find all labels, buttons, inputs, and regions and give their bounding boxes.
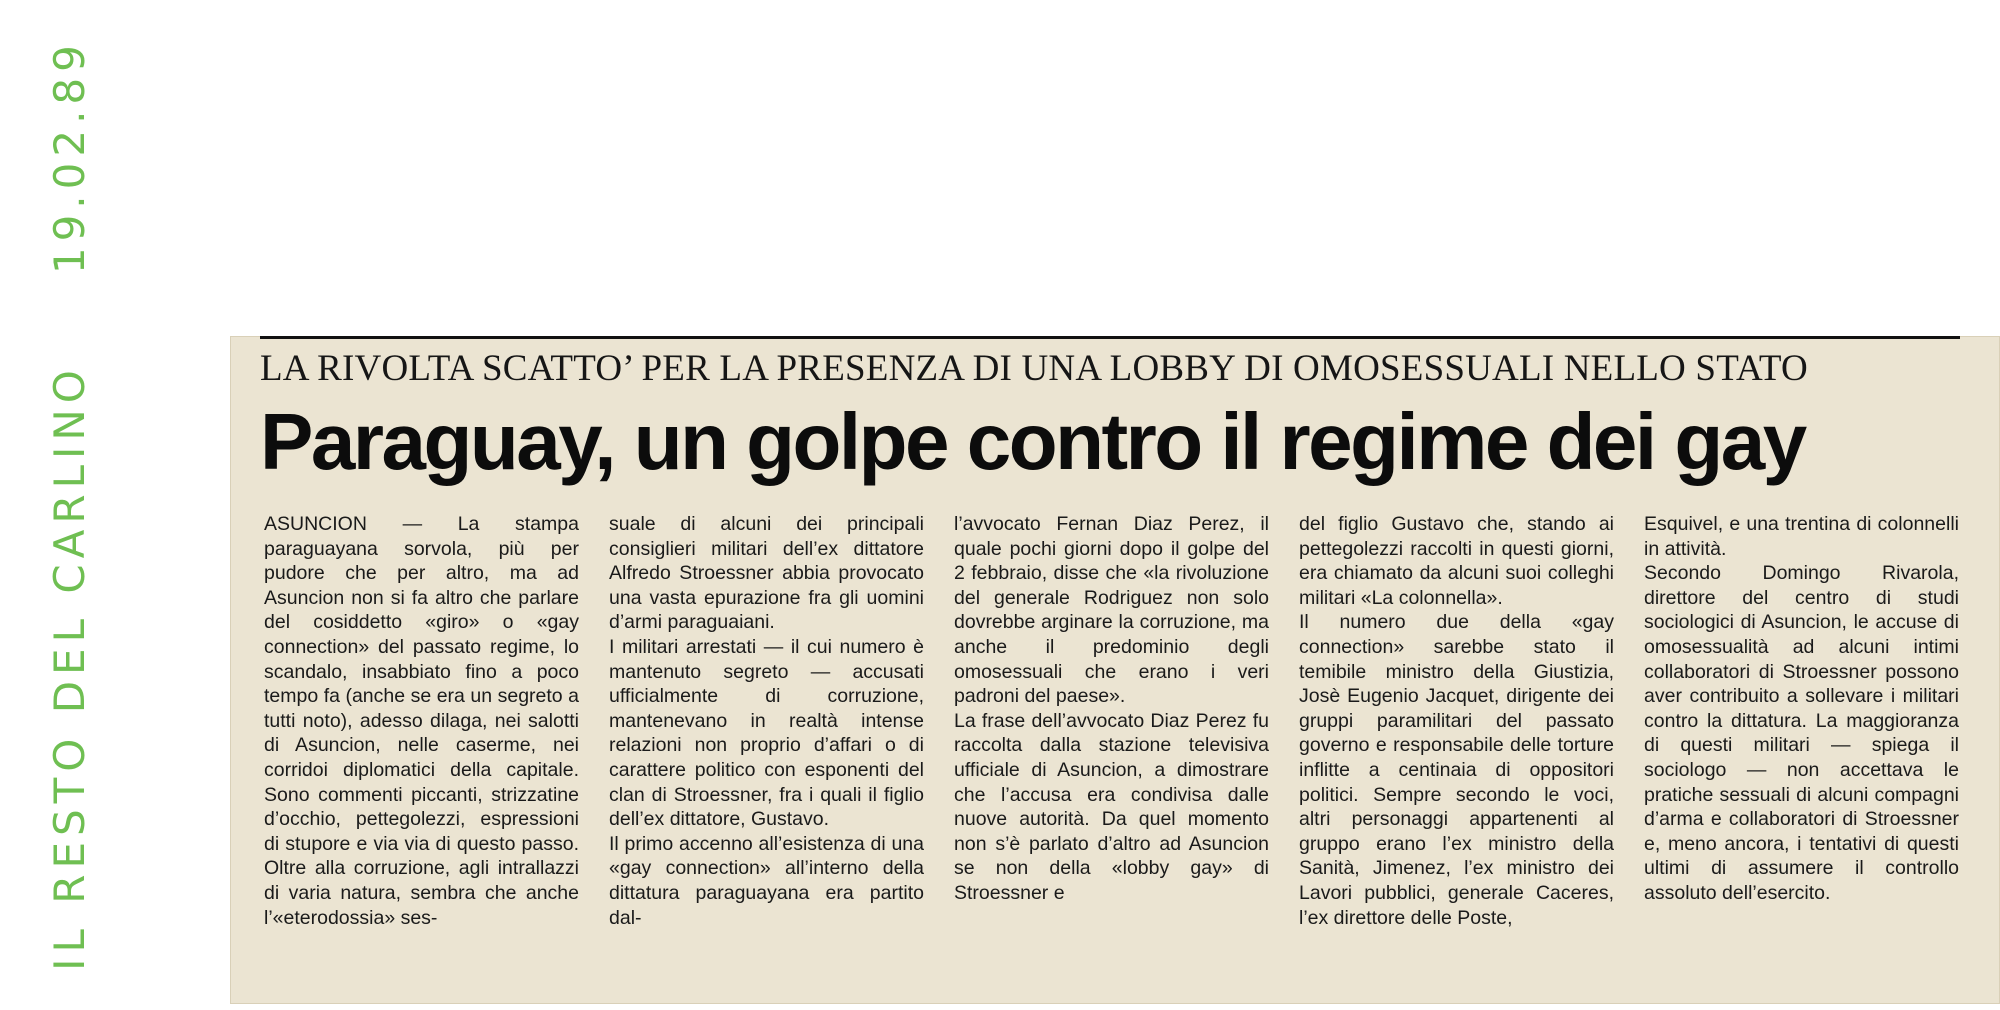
article-paragraph: l’avvocato Fernan Diaz Perez, il quale pochi giorni dopo il golpe del 2 febbraio, disse che «la rivoluzione del generale Rodriguez non solo dovrebbe arginare la corruzione, ma anche il predominio degli omosessuali che erano i veri padroni del paese». [954, 513, 1269, 708]
article-paragraph: La frase dell’avvocato Diaz Perez fu raccolta dalla stazione televisiva ufficiale di Asuncion, a dimostrare che l’accusa era condivisa dalle nuove autorità. Da quel momento non s’è parlato d’altro ad Asuncion se non della «lobby gay» di Stroessner e [954, 709, 1269, 904]
article-paragraph: Il numero due della «gay connection» sarebbe stato il temibile ministro della Giustizia, Josè Eugenio Jacquet, dirigente dei gruppi paramilitari del passato governo e responsabile delle torture inflitte a centinaia di oppositori politici. Sempre secondo le voci, altri personaggi appartenenti al gruppo erano l’ex ministro della Sanità, Jimenez, l’ex ministro dei Lavori pubblici, generale Caceres, l’ex direttore delle Poste, [1299, 611, 1614, 929]
article-kicker: LA RIVOLTA SCATTO’ PER LA PRESENZA DI UNA LOBBY DI OMOSESSUALI NELLO STATO [260, 348, 1808, 389]
article-paragraph: suale di alcuni dei principali consiglieri militari dell’ex dittatore Alfredo Stroessner abbia provocato una vasta epurazione fra gli uomini d’armi paraguaiani. [609, 513, 924, 634]
article-paragraph: Secondo Domingo Rivarola, direttore del centro di studi sociologici di Asuncion, le accuse di omosessualità ad alcuni intimi collaboratori di Stroessner possono aver contribuito a sollevare i militari contro la dittatura. La maggioranza di questi militari — spiega il sociologo — non accettava le pratiche sessuali di alcuni compagni d’arma e collaboratori di Stroessner e, meno ancora, i tentativi di questi ultimi di assumere il controllo assoluto dell’esercito. [1644, 562, 1959, 904]
article-headline: Paraguay, un golpe contro il regime dei gay [260, 397, 1805, 486]
article-column-3 [954, 512, 1269, 930]
handwritten-date: 19.02.89 [45, 39, 94, 275]
handwritten-annotation [40, 5, 100, 1005]
newspaper-clipping [230, 336, 2000, 1004]
handwritten-source: IL RESTO DEL CARLINO [45, 364, 94, 971]
article-column-5 [1644, 512, 1959, 930]
article-paragraph: Il primo accenno all’esistenza di una «gay connection» all’interno della dittatura paraguayana era partito dal- [609, 832, 924, 929]
article-column-2 [609, 512, 924, 930]
article-paragraph: del figlio Gustavo che, stando ai pettegolezzi raccolti in questi giorni, era chiamato da alcuni suoi colleghi militari «La colonnella». [1299, 513, 1614, 609]
article-column-4 [1299, 512, 1614, 930]
top-rule [260, 336, 1960, 339]
article-paragraph: ASUNCION — La stampa paraguayana sorvola, più per pudore che per altro, ma ad Asuncion non si fa altro che parlare del cosiddetto «giro» o «gay connection» del passato regime, lo scandalo, insabbiato fino a poco tempo fa (anche se era un segreto a tutti noto), adesso dilaga, nei salotti di Asuncion, nelle caserme, nei corridoi diplomatici della capitale. Sono commenti piccanti, strizzatine d’occhio, pettegolezzi, espressioni di stupore e via via di questo passo. Oltre alla corruzione, agli intrallazzi di varia natura, sembra che anche l’«eterodossia» ses- [264, 513, 579, 929]
article-column-1 [264, 512, 579, 930]
article-paragraph: I militari arrestati — il cui numero è mantenuto segreto — accusati ufficialmente di corruzione, mantenevano in realtà intense relazioni non proprio d’affari o di carattere politico con esponenti del clan di Stroessner, fra i quali il figlio dell’ex dittatore, Gustavo. [609, 635, 924, 831]
article-body [264, 512, 1964, 930]
article-paragraph: Esquivel, e una trentina di colonnelli in attività. [1644, 513, 1959, 560]
